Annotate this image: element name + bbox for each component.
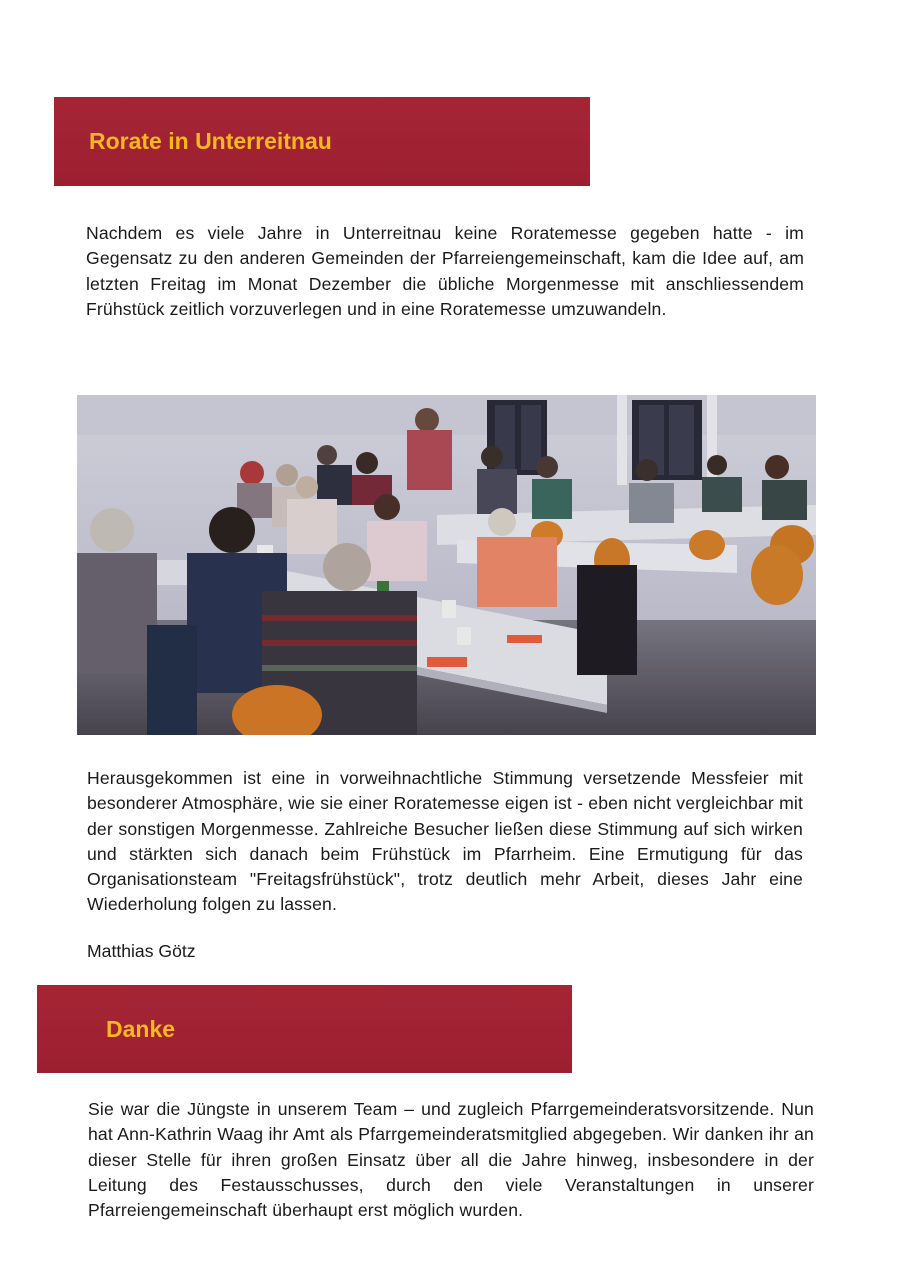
thanks-paragraph: Sie war die Jüngste in unserem Team – und zugleich Pfarrgemeinderatsvorsitzende. Nun hat Ann-Kathrin Waag ihr Amt als Pfarrgemeinderatsmitglied abgegeben. Wir danken ihr an dieser Stelle für ihren großen Einsatz über all die Jahre hinweg, insbesondere in der Leitung des Festausschusses, durch den viele Veranstaltungen in unserer Pfarreiengemeinschaft überhaupt erst möglich wurden. [88,1099,814,1221]
section-heading-danke [37,985,572,1073]
group-breakfast-photo [77,395,816,735]
section-title: Rorate in Unterreitnau [89,128,332,154]
author-name: Matthias Götz [87,941,196,961]
report-paragraph: Herausgekommen ist eine in vorweihnachtliche Stimmung versetzende Messfeier mit besonderer Atmosphäre, wie sie einer Roratemesse eigen ist - eben nicht vergleichbar mit der sonstigen Morgenmesse. Zahlreiche Besucher ließen diese Stimmung auf sich wirken und stärkten sich danach beim Frühstück im Pfarrheim. Eine Ermutigung für das Organisationsteam "Freitagsfrühstück", trotz deutlich mehr Arbeit, dieses Jahr eine Wiederholung folgen zu lassen. [87,768,803,915]
section-heading-rorate [54,97,590,186]
intro-paragraph: Nachdem es viele Jahre in Unterreitnau keine Roratemesse gegeben hatte - im Gegensatz zu den anderen Gemeinden der Pfarreiengemeinschaft, kam die Idee auf, am letzten Freitag im Monat Dezember die übliche Morgenmesse mit anschliessendem Frühstück zeitlich vorzuverlegen und in eine Roratemesse umzuwandeln. [86,223,804,319]
section-title: Danke [106,1015,176,1042]
